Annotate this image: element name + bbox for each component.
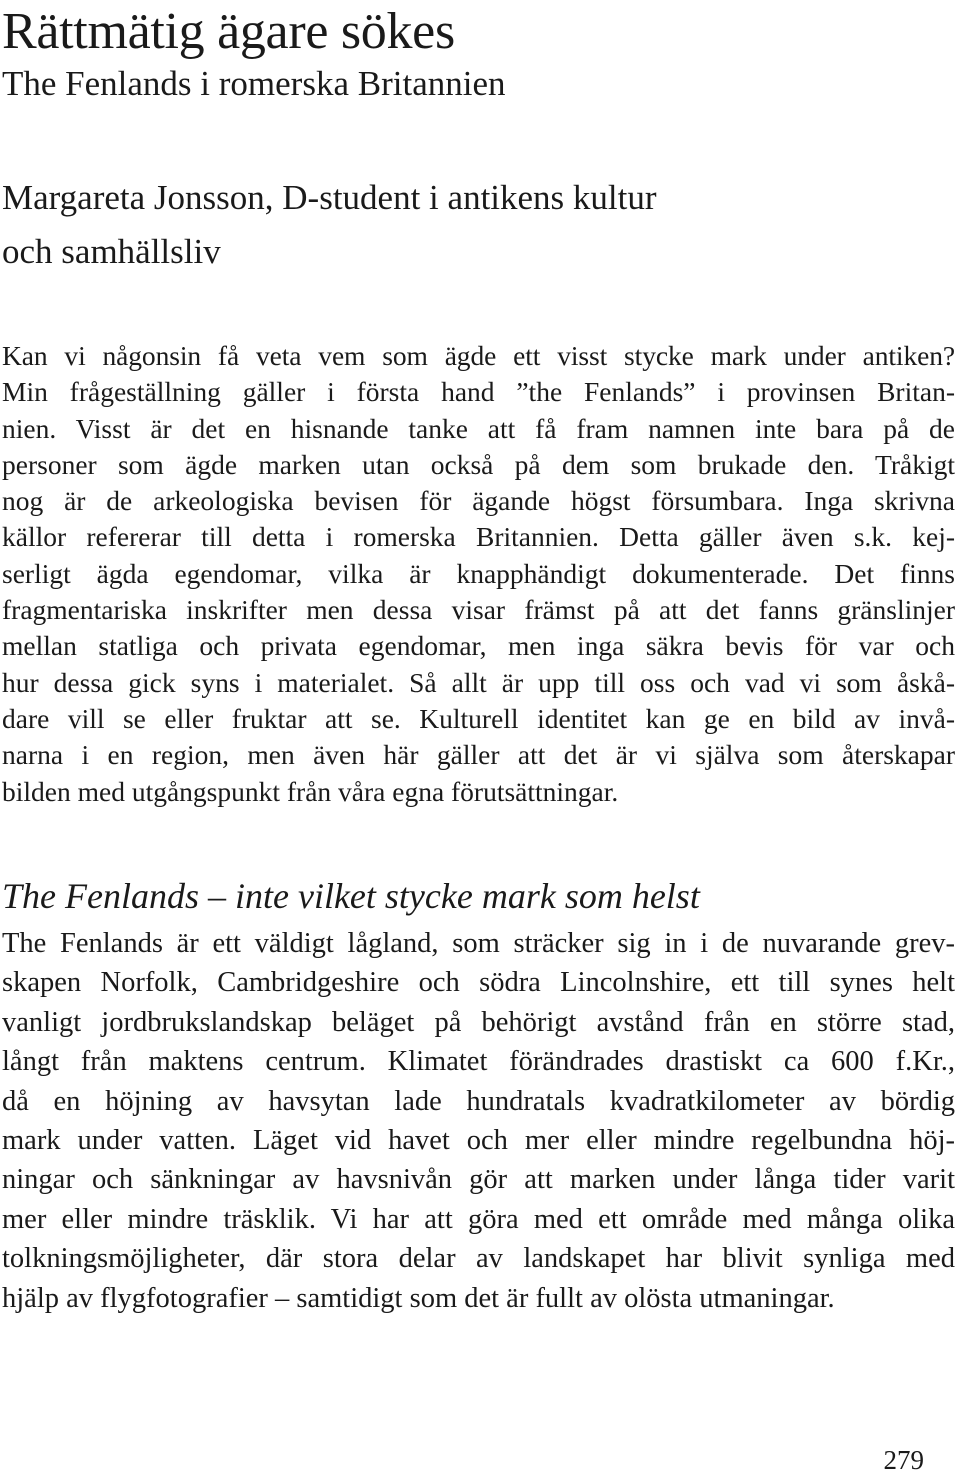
text-line: mellan statliga och privata egendomar, men inga säkra bevis för var och [2, 630, 955, 662]
text-line: hur dessa gick syns i materialet. Så allt är upp till oss och vad vi som åskå- [2, 666, 955, 698]
text-line: vanligt jordbrukslandskap beläget på behörigt avstånd från en större stad, [2, 1006, 955, 1038]
text-line: skapen Norfolk, Cambridgeshire och södra Lincolnshire, ett till synes helt [2, 967, 955, 999]
page-number: 279 [883, 1445, 924, 1475]
text-line: narna i en region, men även här gäller att det är vi själva som återskapar [2, 739, 955, 771]
text-line: ningar och sänkningar av havsnivån gör att marken under långa tider varit [2, 1164, 955, 1196]
text-line: källor refererar till detta i romerska Britannien. Detta gäller även s.k. kej- [2, 521, 955, 553]
text-line: serligt ägda egendomar, vilka är knapphändigt dokumenterade. Det finns [2, 557, 955, 589]
text-line: hjälp av flygfotografier – samtidigt som det är fullt av olösta utmaningar. [2, 1282, 835, 1314]
author-line: Margareta Jonsson, D-student i antikens kultur [2, 178, 657, 217]
text-line: mer eller mindre träsklik. Vi har att göra med ett område med många olika [2, 1203, 955, 1235]
text-line: mark under vatten. Läget vid havet och mer eller mindre regelbundna höj- [2, 1125, 955, 1157]
text-line: då en höjning av havsytan lade hundratals kvadratkilometer av bördig [2, 1085, 955, 1117]
text-line: dare vill se eller fruktar att se. Kulturell identitet kan ge en bild av invå- [2, 702, 955, 734]
text-line: nog är de arkeologiska bevisen för ägande högst försumbara. Inga skrivna [2, 485, 955, 517]
text-line: bilden med utgångspunkt från våra egna förutsättningar. [2, 775, 619, 807]
text-line: fragmentariska inskrifter men dessa visar främst på att det fanns gränslinjer [2, 594, 955, 626]
section-paragraph [2, 924, 955, 1318]
intro-paragraph [2, 338, 955, 810]
text-line: Min frågeställning gäller i första hand ”the Fenlands” i provinsen Britan- [2, 376, 955, 408]
text-line: långt från maktens centrum. Klimatet förändrades drastiskt ca 600 f.Kr., [2, 1046, 955, 1078]
article-subtitle: The Fenlands i romerska Britannien [2, 64, 506, 103]
section-heading: The Fenlands – inte vilket stycke mark som helst [2, 876, 700, 916]
author-line: och samhällsliv [2, 232, 221, 271]
text-line: tolkningsmöjligheter, där stora delar av landskapet har blivit synliga med [2, 1243, 955, 1275]
text-line: The Fenlands är ett väldigt lågland, som sträcker sig in i de nuvarande grev- [2, 928, 955, 959]
text-line: nien. Visst är det en hisnande tanke att få fram namnen inte bara på de [2, 412, 955, 444]
text-line: Kan vi någonsin få veta vem som ägde ett visst stycke mark under antiken? [2, 340, 955, 371]
text-line: personer som ägde marken utan också på dem som brukade den. Tråkigt [2, 448, 955, 480]
article-title: Rättmätig ägare sökes [2, 3, 455, 60]
author-byline [2, 171, 657, 279]
